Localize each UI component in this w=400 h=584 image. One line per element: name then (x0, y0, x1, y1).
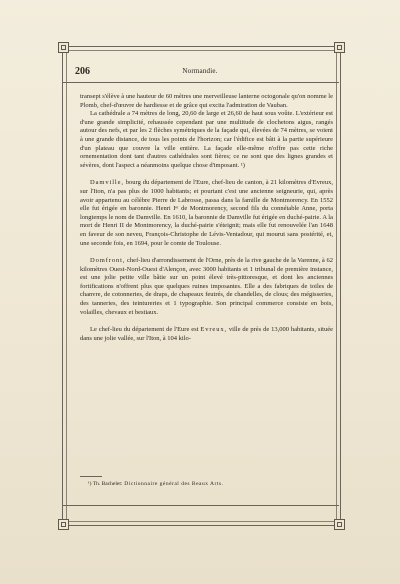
paragraph-cathedral: La cathédrale a 74 mètres de long, 20,60 de large et 26,60 de haut sous voûte. L'extérieur est d'une grande simplicité, rehaussée cependant par une multitude de clochetons aigus, rangés autour des nefs, et par les 2 flèches symétriques de la façade qui, élevées de 74 mètres, se voient à une grande distance, de tous les points de l'horizon; car l'édifice est bâti à la partie supérieure d'un plateau que couvre la ville entière. La façade elle-même n'offre pas cette riche ornementation dont tant d'autres cathédrales sont fières; ce ne sont que des lignes grandes et sévères, dont l'aspect a néanmoins quelque chose d'imposant. ¹) (80, 110, 333, 169)
paragraph-lantern: transept s'élève à une hauteur de 60 mètres une merveilleuse lanterne octogonale qu'on nomme le Plomb, chef-d'œuvre de hardiesse et de grâce qui excita l'admiration de Vauban. (80, 93, 333, 109)
paragraph-evreux (80, 326, 333, 343)
place-name-domfront: Domfront, (90, 257, 126, 265)
header-rule (62, 82, 339, 83)
paragraph-damville-text: bourg du département de l'Eure, chef-lieu de canton, à 21 kilomètres d'Evreux, sur l'Iton, n'a pas plus de 1000 habitants; et pourtant c'est une ancienne seigneurie, qui, après avoir appartenu au célèbre Pierre de Labrosse, passa dans la famille de Montmorency. En 1552 elle fut érigée en baronnie. Henri Iᵉʳ de Montmorency, second fils du connétable Anne, porta longtemps le nom de Damville. En 1610, la baronnie de Damville fut érigée en duché-pairie. A la mort de Henri II de Montmorency, la duché-pairie s'éteignit; mais elle fut renouvelée l'an 1648 en faveur de son neveu, François-Christophe de Lévis-Ventadour, qui mourut sans postérité, et, une seconde fois, en 1694, pour le comte de Toulouse. (80, 179, 333, 247)
body-text (80, 93, 333, 343)
footnote-marker: ¹) Th. Bachelet: (88, 481, 123, 487)
place-name-damville: Damville, (90, 179, 124, 187)
corner-ornament-bottom-right (334, 519, 345, 530)
paragraph-evreux-lead: Le chef-lieu du département de l'Eure est (90, 326, 201, 334)
running-head: Normandie. (182, 67, 218, 75)
footer-rule (62, 505, 339, 506)
paragraph-domfront (80, 257, 333, 317)
corner-ornament-top-left (58, 42, 69, 53)
footnote (88, 481, 333, 487)
paragraph-damville (80, 179, 333, 248)
corner-ornament-top-right (334, 42, 345, 53)
paragraph-domfront-text: chef-lieu d'arrondissement de l'Orne, près de la rive gauche de la Varenne, à 62 kilomètres Ouest-Nord-Ouest d'Alençon, avec 3000 habitants et 1 tribunal de première instance, est une jolie petite ville bâtie sur un point élevé très-pittoresque, et dont les anciennes fortifications n'offrent plus que quelques ruines imposantes. Elle a des fabriques de toiles de chanvre, de cotonneries, de draps, de chapeaux feutrés, de chandelles, de clous; des mégisseries, des tanneries, des teintureries et 1 typographie. Son principal commerce consiste en bois, volailles, chevaux et bestiaux. (80, 257, 333, 316)
paragraph-evreux-text: ville de près de 13,000 habitants, située dans une jolie vallée, sur l'Iton, à 104 kilo- (80, 326, 333, 342)
place-name-evreux: Evreux, (200, 326, 228, 334)
corner-ornament-bottom-left (58, 519, 69, 530)
footnote-text: Dictionnaire général des Beaux Arts. (122, 481, 224, 487)
page-number: 206 (75, 66, 90, 77)
footnote-rule (80, 476, 102, 477)
